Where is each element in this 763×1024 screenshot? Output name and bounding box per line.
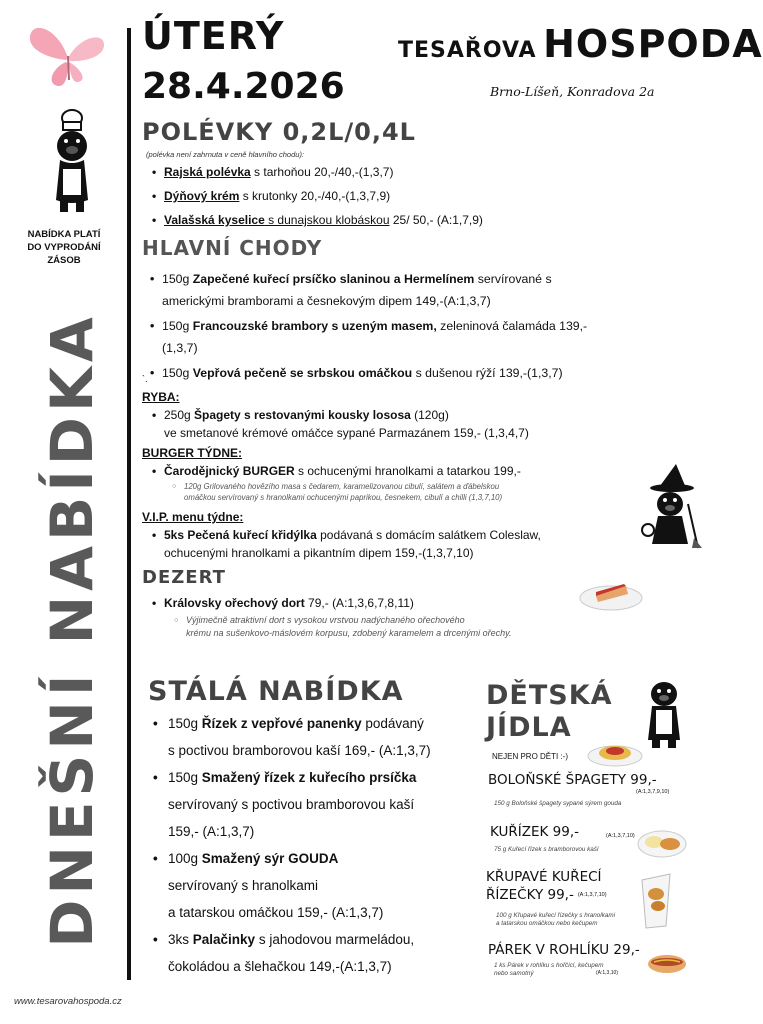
kids-item-title-text: PÁREK V ROHLÍKU 29,- xyxy=(488,942,640,958)
brand-first: TESAŘOVA xyxy=(398,38,537,63)
stray-mark: `. xyxy=(142,374,148,384)
kids-item-title xyxy=(488,942,640,958)
dish-desc: s jahodovou marmeládou, xyxy=(255,932,415,947)
weight: 150g xyxy=(168,770,202,785)
butterfly-icon xyxy=(28,18,106,90)
list-item xyxy=(150,160,620,184)
date-heading: 28.4.2026 xyxy=(142,66,345,107)
weight: 250g xyxy=(164,408,195,422)
vip-list xyxy=(150,526,650,562)
dessert-description xyxy=(174,614,654,640)
kids-title-line: DĚTSKÁ xyxy=(486,680,613,711)
weight: 150g xyxy=(168,716,202,731)
kids-item-desc xyxy=(496,912,615,928)
cake-icon xyxy=(578,572,644,612)
desc-line: a tatarskou omáčkou nebo kečupem xyxy=(496,920,598,927)
permanent-list xyxy=(150,710,480,980)
burger-list xyxy=(150,462,650,480)
dish-desc: americkými bramborami a česnekovým dipem 149,-(A:1,3,7) xyxy=(162,294,491,308)
desc-line: omáčkou servírovaný s hranolkami ochucenými paprikou, česnekem, cibulí a chilli (1,3,7,10) xyxy=(184,492,503,502)
dish-desc: s ochucenými hranolkami a tatarkou 199,- xyxy=(294,464,521,478)
dish-name: Špagety s restovanými kousky lososa xyxy=(194,408,411,422)
vertical-title xyxy=(38,312,106,948)
chicken-strips-icon xyxy=(636,870,676,932)
kids-item-title-text: ŘÍZEČKY 99,- xyxy=(486,887,574,903)
vertical-title-text: DNEŠNÍ NABÍDKA xyxy=(38,312,106,948)
brand-logo xyxy=(398,22,763,66)
dish-name: Smažený sýr GOUDA xyxy=(201,851,339,866)
dish-desc: s poctivou bramborovou kaší 169,- (A:1,3,7) xyxy=(168,743,431,758)
list-item xyxy=(148,268,678,312)
allergens: (A:1,3,10) xyxy=(596,970,618,976)
weight: 150g xyxy=(162,319,193,333)
kids-item-title xyxy=(488,772,657,788)
mains-list xyxy=(148,268,678,384)
dish-desc: 159,- (A:1,3,7) xyxy=(168,824,255,839)
validity-line: DO VYPRODÁNÍ xyxy=(27,242,101,253)
dish-desc: podávaná s domácím salátkem Coleslaw, xyxy=(316,528,541,542)
dish-desc: podávaný xyxy=(361,716,424,731)
allergens: (A:1,3,7,10) xyxy=(577,892,607,898)
list-item xyxy=(148,362,678,384)
dish-name: Vepřová pečeně se srbskou omáčkou xyxy=(192,366,413,380)
soup-name: Rajská polévka xyxy=(164,165,251,179)
kids-item-title-text: KUŘÍZEK 99,- xyxy=(490,824,579,840)
dish-desc: servírovaný s hranolkami xyxy=(168,878,319,893)
spaghetti-icon xyxy=(586,738,644,768)
dish-desc: (1,3,7) xyxy=(162,341,198,355)
desc-line: ○ Výjimečně atraktivní dort s vysokou vrstvou nadýchaného ořechového xyxy=(186,615,465,625)
soups-note: (polévka není zahrnuta v ceně hlavního chodu): xyxy=(146,150,305,159)
dish-name: Zapečené kuřecí prsíčko slaninou a Hermelínem xyxy=(192,272,475,286)
kids-item-desc: 150 g Boloňské špagety sypané sýrem gouda xyxy=(494,800,622,807)
dish-desc: 79,- (A:1,3,6,7,8,11) xyxy=(304,596,414,610)
kids-item-title-text: BOLOŇSKÉ ŠPAGETY 99,- xyxy=(488,772,657,788)
kids-title-line: JÍDLA xyxy=(486,712,572,743)
dish-name: Královsky ořechový dort xyxy=(164,596,305,610)
list-item xyxy=(150,526,650,562)
list-item xyxy=(150,764,480,845)
dish-desc: ve smetanové krémové omáčce sypané Parmazánem 159,- (1,3,4,7) xyxy=(164,426,529,440)
dish-name: 5ks Pečená kuřecí křidýlka xyxy=(164,528,317,542)
desc-line: krému na sušenkovo-máslovém korpusu, zdobený karamelem a drcenými ořechy. xyxy=(186,628,512,638)
dish-desc: servírovaný s poctivou bramborovou kaší xyxy=(168,797,415,812)
column-divider xyxy=(127,28,131,980)
address: Brno-Líšeň, Konradova 2a xyxy=(490,84,655,99)
list-item xyxy=(150,594,610,612)
dish-name: Čarodějnický BURGER xyxy=(164,464,295,478)
fish-label: RYBA: xyxy=(142,390,180,404)
list-item xyxy=(150,184,620,208)
validity-note xyxy=(14,228,114,267)
weight: 150g xyxy=(162,366,193,380)
brand-second: HOSPODA xyxy=(543,22,763,66)
soups-list xyxy=(150,160,620,232)
fish-list xyxy=(150,406,650,442)
soups-title: POLÉVKY 0,2L/0,4L xyxy=(142,118,416,146)
schnitzel-icon xyxy=(636,826,688,860)
dish-desc: ochucenými hranolkami a pikantním dipem 159,-(1,3,7,10) xyxy=(164,546,474,560)
list-item xyxy=(150,926,480,980)
soup-name: Dýňový krém xyxy=(164,189,240,203)
pig-chef-icon xyxy=(48,108,96,214)
dish-name: Řízek z vepřové panenky xyxy=(201,716,362,731)
burger-label: BURGER TÝDNE: xyxy=(142,446,243,460)
allergens: (A:1,3,7,10) xyxy=(606,833,635,839)
dish-name: Palačinky xyxy=(192,932,256,947)
kids-item-title xyxy=(486,868,607,904)
weight: 100g xyxy=(168,851,202,866)
kids-item-desc: 75 g Kuřecí řízek s bramborovou kaší xyxy=(494,846,599,853)
dish-desc: (120g) xyxy=(410,408,449,422)
dish-name: Francouzské brambory s uzeným masem, xyxy=(192,319,437,333)
soup-desc: s krutonky 20,-/40,-(1,3,7,9) xyxy=(239,189,391,203)
kids-title xyxy=(486,680,613,744)
soup-name: Valašská kyselice xyxy=(164,213,265,227)
dish-name: Smažený řízek z kuřecího prsíčka xyxy=(201,770,417,785)
list-item xyxy=(150,710,480,764)
dish-desc: zeleninová čalamáda 139,- xyxy=(436,319,588,333)
pig-waiter-icon xyxy=(642,678,686,750)
desc-line: ○ 120g Grilovaného hovězího masa s čedarem, karamelizovanou cibulí, salátem a ďábelskou xyxy=(184,482,500,491)
day-heading: ÚTERÝ xyxy=(142,14,285,58)
list-item xyxy=(150,845,480,926)
validity-line: ZÁSOB xyxy=(47,255,81,266)
desc-line: nebo samotný xyxy=(494,970,534,977)
weight: 3ks xyxy=(168,932,193,947)
list-item xyxy=(150,208,620,232)
dish-desc: servírované s xyxy=(474,272,552,286)
kids-item-title-text: KŘUPAVÉ KUŘECÍ xyxy=(486,869,602,885)
dessert-list xyxy=(150,594,610,612)
hotdog-icon xyxy=(646,950,688,976)
weight: 150g xyxy=(162,272,193,286)
list-item xyxy=(150,462,650,480)
allergens: (A:1,3,7,9,10) xyxy=(636,789,670,795)
kids-note: NEJEN PRO DĚTI :-) xyxy=(492,752,569,761)
burger-description xyxy=(172,482,642,503)
mains-title: HLAVNÍ CHODY xyxy=(142,236,323,260)
desc-line: 100 g Křupavé kuřecí řízečky s hranolkami xyxy=(496,912,615,919)
kids-item-title xyxy=(490,824,579,840)
dish-desc: a tatarskou omáčkou 159,- (A:1,3,7) xyxy=(168,905,384,920)
dessert-title: DEZERT xyxy=(142,567,226,588)
permanent-title: STÁLÁ NABÍDKA xyxy=(148,676,404,707)
website-link[interactable]: www.tesarovahospoda.cz xyxy=(14,996,122,1007)
validity-line: NABÍDKA PLATÍ xyxy=(27,229,101,240)
soup-desc: s tarhoňou 20,-/40,-(1,3,7) xyxy=(250,165,394,179)
soup-price: 25/ 50,- (A:1,7,9) xyxy=(389,213,483,227)
list-item xyxy=(148,315,678,359)
dish-desc: čokoládou a šlehačkou 149,-(A:1,3,7) xyxy=(168,959,392,974)
kids-item-desc xyxy=(494,962,604,978)
list-item xyxy=(150,406,650,442)
desc-line: 1 ks Párek v rohlíku s hořčicí, kečupem xyxy=(494,962,604,969)
soup-desc: s dunajskou klobáskou xyxy=(264,213,390,227)
dish-desc: s dušenou rýží 139,-(1,3,7) xyxy=(412,366,563,380)
vip-label: V.I.P. menu týdne: xyxy=(142,510,244,524)
